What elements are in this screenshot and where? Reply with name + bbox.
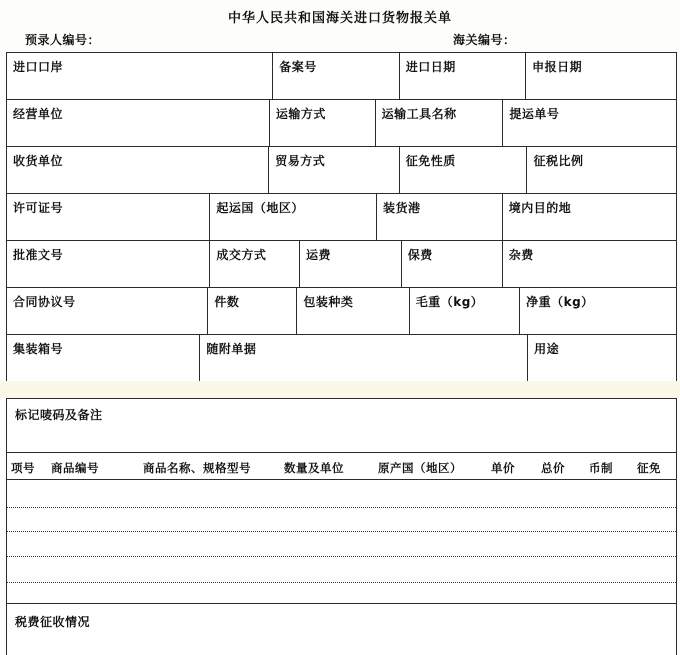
field-transport-mode: 运输方式: [270, 100, 376, 146]
col-quantity-unit: 数量及单位: [284, 461, 344, 475]
table-row: [7, 194, 676, 241]
field-record-number: 备案号: [273, 53, 399, 99]
field-misc-fees: 杂费: [508, 248, 534, 262]
field-freight: 运费: [300, 241, 402, 287]
pre-entry-number-label: 预录人编号：: [25, 33, 101, 47]
field-package-count: 件数: [208, 288, 297, 334]
table-row: [7, 100, 676, 147]
goods-row-dotted-line: [7, 531, 676, 532]
field-import-port: 进口口岸: [7, 53, 273, 99]
field-departure-country: 起运国（地区）: [210, 194, 377, 240]
marks-and-remarks-label: 标记唛码及备注: [7, 399, 676, 453]
field-insurance-fee: 保费: [402, 241, 503, 287]
table-row: [7, 53, 676, 100]
field-operating-unit: 经营单位: [7, 100, 270, 146]
goods-items-header-row: [7, 453, 676, 480]
field-approval-number: 批准文号: [7, 241, 210, 287]
field-levy-exemption-nature: 征免性质: [400, 147, 528, 193]
customs-number-label: 海关编号：: [453, 33, 516, 47]
field-import-date: 进口日期: [400, 53, 526, 99]
col-currency: 币制: [589, 461, 613, 475]
col-item-number: 项号: [11, 461, 35, 475]
scan-gap-band: [0, 381, 680, 398]
field-license-number: 许可证号: [7, 194, 210, 240]
goods-row-dotted-line: [7, 507, 676, 508]
field-transaction-mode: 成交方式: [210, 241, 300, 287]
table-row: [7, 147, 676, 194]
declaration-grid: [6, 52, 677, 382]
goods-row-dotted-line: [7, 556, 676, 557]
table-row: [7, 335, 676, 381]
field-trade-mode: 贸易方式: [269, 147, 399, 193]
table-row: [7, 241, 676, 288]
goods-entry-area: [7, 480, 676, 604]
field-net-weight: 净重（kg）: [526, 295, 594, 309]
field-gross-weight: 毛重（kg）: [410, 288, 520, 334]
field-loading-port: 装货港: [377, 194, 503, 240]
field-purpose: 用途: [534, 342, 560, 356]
field-tax-ratio: 征税比例: [533, 154, 584, 168]
tax-collection-label: 税费征收情况: [15, 615, 91, 629]
col-commodity-code: 商品编号: [51, 461, 99, 475]
col-total-price: 总价: [541, 461, 565, 475]
field-domestic-destination: 境内目的地: [508, 201, 572, 215]
field-container-number: 集装箱号: [7, 335, 200, 381]
form-title: 中华人民共和国海关进口货物报关单: [227, 11, 452, 26]
col-unit-price: 单价: [491, 461, 515, 475]
lower-section: [6, 398, 677, 655]
col-levy-exemption: 征免: [637, 461, 661, 475]
field-declaration-date: 申报日期: [532, 60, 583, 74]
col-commodity-name-spec: 商品名称、规格型号: [143, 461, 251, 475]
field-bill-of-lading-number: 提运单号: [509, 107, 560, 121]
table-row: [7, 288, 676, 335]
field-contract-number: 合同协议号: [7, 288, 208, 334]
field-attached-documents: 随附单据: [200, 335, 528, 381]
goods-row-dotted-line: [7, 582, 676, 583]
field-package-type: 包装种类: [297, 288, 409, 334]
field-transport-tool-name: 运输工具名称: [376, 100, 504, 146]
field-consignee-unit: 收货单位: [7, 147, 269, 193]
col-origin-country: 原产国（地区）: [378, 461, 462, 475]
